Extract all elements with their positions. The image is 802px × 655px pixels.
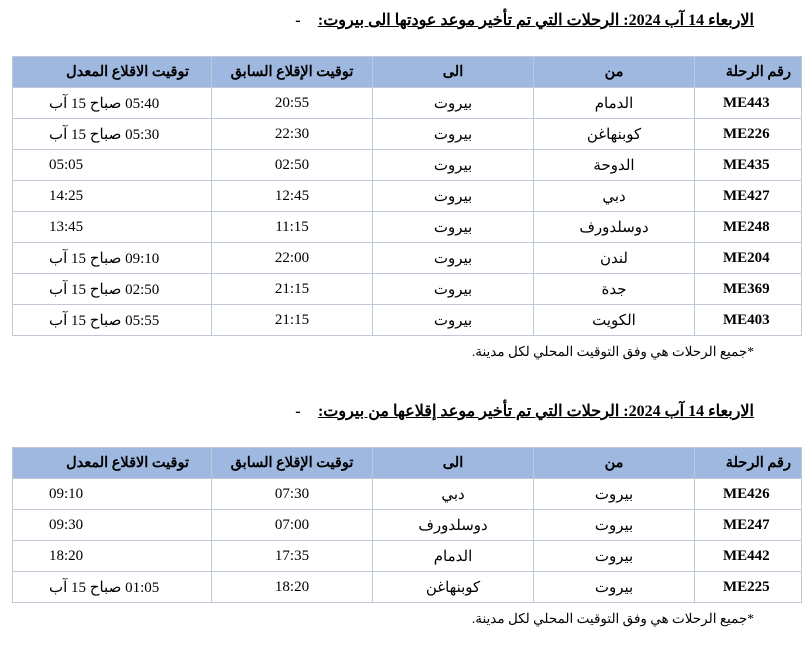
- from-cell: دوسلدورف: [534, 212, 695, 243]
- section-heading-text: الاربعاء 14 آب 2024: الرحلات التي تم تأخير موعد إقلاعها من بيروت:: [317, 403, 754, 420]
- to-cell: بيروت: [373, 212, 534, 243]
- flight-number-cell: ME443: [695, 88, 802, 119]
- from-cell: لندن: [534, 243, 695, 274]
- to-cell: كوبنهاغن: [373, 572, 534, 603]
- header-new-time: توقيت الاقلاع المعدل: [13, 448, 212, 479]
- to-cell: دبي: [373, 479, 534, 510]
- table-row: [13, 305, 802, 336]
- to-cell: الدمام: [373, 541, 534, 572]
- table-row: [13, 243, 802, 274]
- flights-table: [12, 56, 802, 336]
- from-cell: بيروت: [534, 510, 695, 541]
- from-cell: كوبنهاغن: [534, 119, 695, 150]
- from-cell: جدة: [534, 274, 695, 305]
- table-header-row: [13, 57, 802, 88]
- previous-time-cell: 12:45: [212, 181, 373, 212]
- bullet-dash: -: [295, 403, 301, 420]
- header-previous-time: توقيت الإقلاع السابق: [212, 57, 373, 88]
- new-time-cell: 14:25: [13, 181, 212, 212]
- to-cell: بيروت: [373, 274, 534, 305]
- header-flight-number: رقم الرحلة: [695, 448, 802, 479]
- flight-number-cell: ME442: [695, 541, 802, 572]
- from-cell: بيروت: [534, 541, 695, 572]
- from-cell: بيروت: [534, 479, 695, 510]
- to-cell: بيروت: [373, 88, 534, 119]
- new-time-cell: 18:20: [13, 541, 212, 572]
- table-row: [13, 88, 802, 119]
- flight-number-cell: ME248: [695, 212, 802, 243]
- flight-number-cell: ME427: [695, 181, 802, 212]
- header-flight-number: رقم الرحلة: [695, 57, 802, 88]
- table-row: [13, 541, 802, 572]
- previous-time-cell: 17:35: [212, 541, 373, 572]
- new-time-cell: 05:55 صباح 15 آب: [13, 305, 212, 336]
- previous-time-cell: 18:20: [212, 572, 373, 603]
- new-time-cell: 09:10: [13, 479, 212, 510]
- new-time-cell: 09:10 صباح 15 آب: [13, 243, 212, 274]
- from-cell: الكويت: [534, 305, 695, 336]
- flight-number-cell: ME435: [695, 150, 802, 181]
- table-row: [13, 181, 802, 212]
- previous-time-cell: 21:15: [212, 305, 373, 336]
- new-time-cell: 01:05 صباح 15 آب: [13, 572, 212, 603]
- timezone-note: *جميع الرحلات هي وفق التوقيت المحلي لكل مدينة.: [471, 344, 754, 359]
- to-cell: دوسلدورف: [373, 510, 534, 541]
- to-cell: بيروت: [373, 181, 534, 212]
- from-cell: الدوحة: [534, 150, 695, 181]
- flight-number-cell: ME369: [695, 274, 802, 305]
- new-time-cell: 05:05: [13, 150, 212, 181]
- table-row: [13, 119, 802, 150]
- new-time-cell: 13:45: [13, 212, 212, 243]
- header-to: الى: [373, 57, 534, 88]
- to-cell: بيروت: [373, 305, 534, 336]
- previous-time-cell: 22:30: [212, 119, 373, 150]
- timezone-note: *جميع الرحلات هي وفق التوقيت المحلي لكل مدينة.: [471, 611, 754, 626]
- section-heading-text: الاربعاء 14 آب 2024: الرحلات التي تم تأخير موعد عودتها الى بيروت:: [317, 12, 754, 29]
- section-heading: [12, 10, 754, 32]
- table-row: [13, 274, 802, 305]
- previous-time-cell: 07:00: [212, 510, 373, 541]
- section-departure-delays: [12, 401, 791, 627]
- new-time-cell: 05:30 صباح 15 آب: [13, 119, 212, 150]
- table-row: [13, 572, 802, 603]
- to-cell: بيروت: [373, 119, 534, 150]
- header-previous-time: توقيت الإقلاع السابق: [212, 448, 373, 479]
- header-new-time: توقيت الاقلاع المعدل: [13, 57, 212, 88]
- to-cell: بيروت: [373, 243, 534, 274]
- flight-number-cell: ME204: [695, 243, 802, 274]
- table-row: [13, 212, 802, 243]
- table-header-row: [13, 448, 802, 479]
- flight-number-cell: ME403: [695, 305, 802, 336]
- flights-table: [12, 447, 802, 603]
- previous-time-cell: 22:00: [212, 243, 373, 274]
- previous-time-cell: 02:50: [212, 150, 373, 181]
- header-from: من: [534, 448, 695, 479]
- from-cell: دبي: [534, 181, 695, 212]
- section-return-delays: [12, 10, 791, 360]
- header-from: من: [534, 57, 695, 88]
- flight-number-cell: ME426: [695, 479, 802, 510]
- flight-number-cell: ME225: [695, 572, 802, 603]
- previous-time-cell: 21:15: [212, 274, 373, 305]
- bullet-dash: -: [295, 12, 301, 29]
- previous-time-cell: 11:15: [212, 212, 373, 243]
- header-to: الى: [373, 448, 534, 479]
- previous-time-cell: 20:55: [212, 88, 373, 119]
- table-row: [13, 479, 802, 510]
- new-time-cell: 02:50 صباح 15 آب: [13, 274, 212, 305]
- table-row: [13, 150, 802, 181]
- from-cell: الدمام: [534, 88, 695, 119]
- table-row: [13, 510, 802, 541]
- section-heading: [12, 401, 754, 423]
- new-time-cell: 09:30: [13, 510, 212, 541]
- new-time-cell: 05:40 صباح 15 آب: [13, 88, 212, 119]
- flight-number-cell: ME247: [695, 510, 802, 541]
- flight-number-cell: ME226: [695, 119, 802, 150]
- to-cell: بيروت: [373, 150, 534, 181]
- previous-time-cell: 07:30: [212, 479, 373, 510]
- from-cell: بيروت: [534, 572, 695, 603]
